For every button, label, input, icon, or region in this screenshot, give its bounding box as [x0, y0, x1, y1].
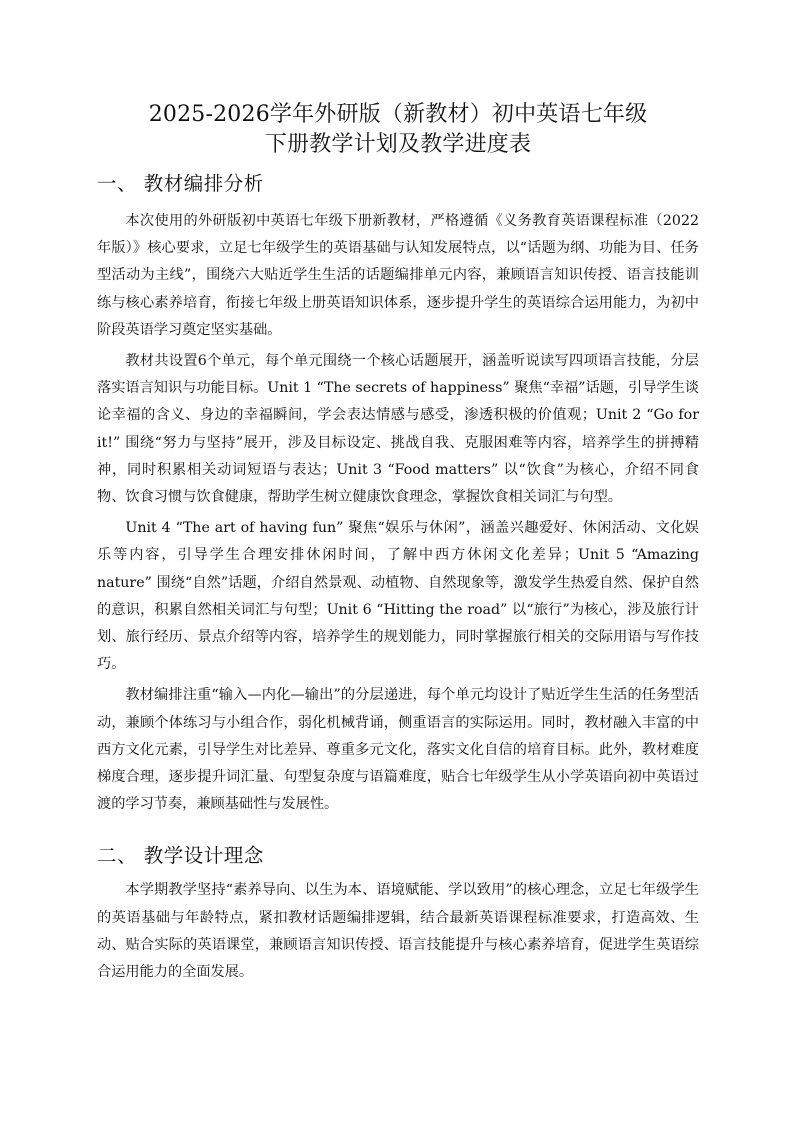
- paragraph: 教材编排注重“输入—内化—输出”的分层递进，每个单元均设计了贴近学生生活的任务型活动，兼顾个体练习与小组合作，弱化机械背诵，侧重语言的实际运用。同时，教材融入丰富的中西方文化元素，引导学生对比差异、尊重多元文化，落实文化自信的培育目标。此外，教材难度梯度合理，逐步提升词汇量、句型复杂度与语篇难度，贴合七年级学生从小学英语向初中英语过渡的学习节奏，兼顾基础性与发展性。: [97, 687, 699, 813]
- section-heading-textbook-analysis: 一、 教材编排分析: [97, 172, 264, 195]
- paragraph: 教材共设置6个单元，每个单元围绕一个核心话题展开，涵盖听说读写四项语言技能，分层落实语言知识与功能目标。Unit 1 “The secrets of happiness” 聚焦“幸福”话题，引导学生谈论幸福的含义、身边的幸福瞬间，学会表达情感与感受，渗透积极的价值观；Unit 2 “Go for it!” 围绕“努力与坚持”展开，涉及目标设定、挑战自我、克服困难等内容，培养学生的拼搏精神，同时积累相关动词短语与表达；Unit 3 “Food matters” 以“饮食”为核心，介绍不同食物、饮食习惯与饮食健康，帮助学生树立健康饮食理念，掌握饮食相关词汇与句型。: [97, 353, 699, 506]
- section-body-textbook-analysis: [97, 208, 699, 818]
- document-title: [97, 100, 699, 160]
- title-line-2: 下册教学计划及教学进度表: [264, 132, 532, 157]
- section-body-teaching-design: [97, 877, 699, 986]
- paragraph: 本次使用的外研版初中英语七年级下册新教材，严格遵循《义务教育英语课程标准（2022年版）》核心要求，立足七年级学生的英语基础与认知发展特点，以“话题为纲、功能为目、任务型活动为主线”，围绕六大贴近学生生活的话题编排单元内容，兼顾语言知识传授、语言技能训练与核心素养培育，衔接七年级上册英语知识体系，逐步提升学生的英语综合运用能力，为初中阶段英语学习奠定坚实基础。: [97, 213, 699, 338]
- section-heading-teaching-design: 二、 教学设计理念: [97, 844, 264, 868]
- paragraph: Unit 4 “The art of having fun” 聚焦“娱乐与休闲”，涵盖兴趣爱好、休闲活动、文化娱乐等内容，引导学生合理安排休闲时间，了解中西方休闲文化差异；Unit 5 “Amazing nature” 围绕“自然”话题，介绍自然景观、动植物、自然现象等，激发学生热爱自然、保护自然的意识，积累自然相关词汇与句型；Unit 6 “Hitting the road” 以“旅行”为核心，涉及旅行计划、旅行经历、景点介绍等内容，培养学生的规划能力，同时掌握旅行相关的交际用语与写作技巧。: [97, 520, 699, 673]
- paragraph: 本学期教学坚持“素养导向、以生为本、语境赋能、学以致用”的核心理念，立足七年级学生的英语基础与年龄特点，紧扣教材话题编排逻辑，结合最新英语课程标准要求，打造高效、生动、贴合实际的英语课堂，兼顾语言知识传授、语言技能提升与核心素养培育，促进学生英语综合运用能力的全面发展。: [97, 882, 699, 981]
- title-line-1: 2025-2026学年外研版（新教材）初中英语七年级: [148, 102, 648, 127]
